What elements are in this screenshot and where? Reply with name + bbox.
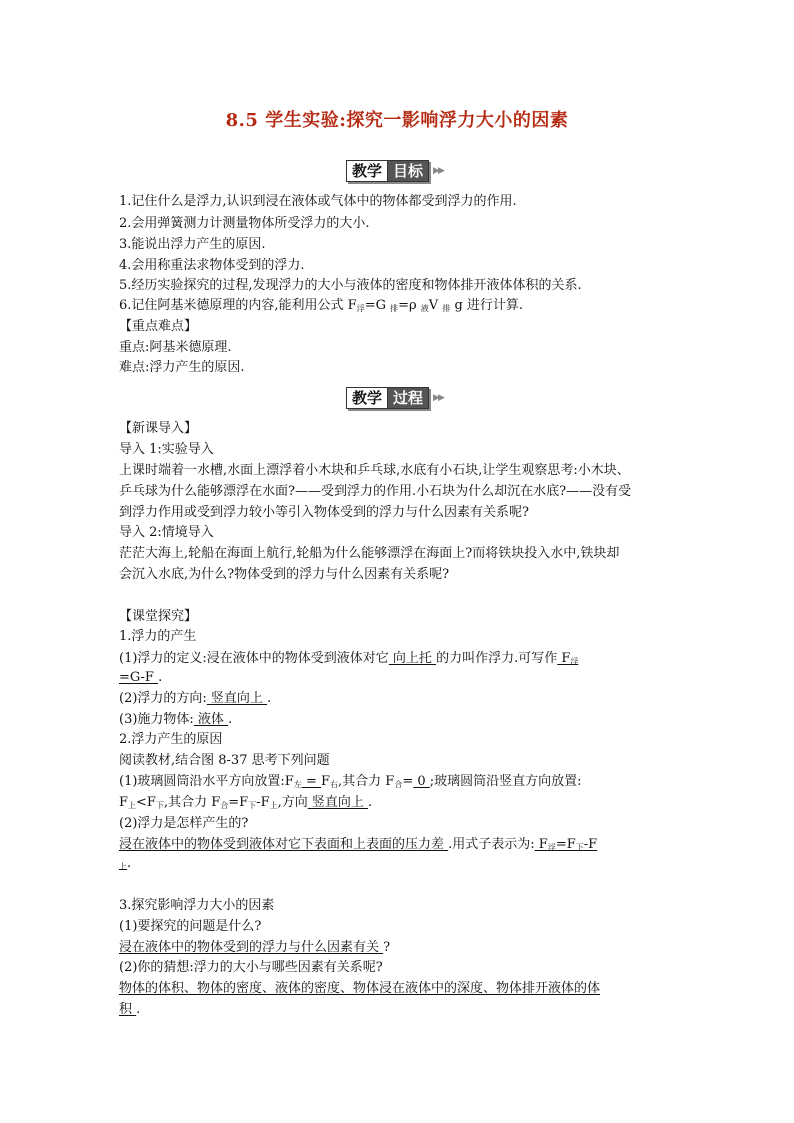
- section-heading: 【新课导入】: [119, 421, 198, 436]
- question-line: (2)浮力是怎样产生的?: [119, 816, 249, 831]
- goal-item: 2.会用弹簧测力计测量物体所受浮力的大小.: [119, 216, 370, 231]
- difficult-point: 难点:浮力产生的原因.: [119, 360, 245, 375]
- question-line: (3)施力物体: 液体 .: [119, 712, 233, 727]
- question-line: (1)浮力的定义:浸在液体中的物体受到液体对它 向上托 的力叫作浮力.可写作 $F_浮$: [119, 651, 579, 666]
- section-heading: 【课堂探究】: [119, 609, 198, 624]
- answer-blank: 向上托: [388, 651, 437, 666]
- teaching-process-banner: 教学 过程 ▶▶: [346, 387, 443, 409]
- paragraph-line: 阅读教材,结合图 8-37 思考下列问题: [119, 753, 330, 768]
- answer-blank: 竖直向上: [206, 691, 268, 706]
- teaching-goals-banner: 教学 目标 ▶▶: [346, 160, 443, 182]
- paragraph-line: 茫茫大海上,轮船在海面上航行,轮船为什么能够漂浮在海面上?而将铁块投入水中,铁块却: [119, 546, 620, 561]
- double-arrow-icon: ▶▶: [433, 393, 443, 403]
- paragraph-line: 会沉入水底,为什么?物体受到的浮力与什么因素有关系呢?: [119, 567, 450, 582]
- answer-blank: 浸在液体中的物体受到液体对它下表面和上表面的压力差: [119, 837, 449, 852]
- answer-blank: 浸在液体中的物体受到的浮力与什么因素有关: [119, 940, 384, 955]
- goal-item: 3.能说出浮力产生的原因.: [119, 237, 266, 252]
- subsection-heading: 2.浮力产生的原因: [119, 732, 223, 747]
- section-heading: 【重点难点】: [119, 319, 198, 334]
- question-line: (1)玻璃圆筒沿水平方向放置$:F_左 = F_右$,其合力 $F_合= 0$ ;玻璃圆筒沿竖直方向放置:: [119, 774, 582, 789]
- goal-item: 6.记住阿基米德原理的内容,能利用公式 $F_浮=G$ $_排$=ρ $_液$V $_排$ g 进行计算.: [119, 298, 524, 313]
- answer-blank: $F_浮$: [557, 651, 579, 666]
- subsection-heading: 1.浮力的产生: [119, 629, 197, 644]
- question-line: [119, 980, 600, 998]
- answer-blank: =: [301, 774, 321, 789]
- question-line: (2)你的猜想:浮力的大小与哪些因素有关系呢?: [119, 960, 383, 975]
- question-line: 浸在液体中的物体受到的浮力与什么因素有关 ?: [119, 940, 391, 955]
- answer-blank: 液体: [193, 712, 229, 727]
- subsection-heading: 3.探究影响浮力大小的因素: [119, 898, 275, 913]
- intro-subheading: 导入 1:实验导入: [119, 442, 214, 457]
- question-line: 浸在液体中的物体受到液体对它下表面和上表面的压力差 .用式子表示为: $F_浮=F_下-F$: [119, 837, 598, 852]
- answer-blank: 上: [119, 862, 127, 871]
- question-line: (1)要探究的问题是什么?: [119, 919, 262, 934]
- double-arrow-icon: ▶▶: [433, 166, 443, 176]
- question-line: 积 .: [119, 1002, 141, 1017]
- goal-item: 1.记住什么是浮力,认识到浸在液体或气体中的物体都受到浮力的作用.: [119, 194, 517, 209]
- goal-item: 4.会用称重法求物体受到的浮力.: [119, 258, 305, 273]
- answer-blank: 0: [413, 774, 430, 789]
- answer-blank: $F_浮=F_下-F$: [534, 837, 598, 852]
- paragraph-line: 乒乓球为什么能够漂浮在水面?——受到浮力的作用.小石块为什么却沉在水底?——没有受: [119, 484, 632, 499]
- intro-subheading: 导入 2:情境导入: [119, 525, 214, 540]
- paragraph-line: 到浮力作用或受到浮力较小等引入物体受到的浮力与什么因素有关系呢?: [119, 505, 529, 520]
- goal-item: 5.经历实验探究的过程,发现浮力的大小与液体的密度和物体排开液体体积的关系.: [119, 278, 582, 293]
- answer-blank: =G-F: [119, 670, 159, 685]
- key-point: 重点:阿基米德原理.: [119, 340, 232, 355]
- answer-blank: 积: [119, 1002, 137, 1017]
- question-line: =G-F .: [119, 670, 163, 685]
- question-line: $F_上<F_下$,其合力 $F_合=F_下-F_上$,方向 竖直向上 .: [119, 795, 373, 810]
- answer-blank: 竖直向上: [307, 795, 368, 810]
- answer-blank: 物体的体积、物体的密度、液体的密度、物体浸在液体中的深度、物体排开液体的体: [119, 981, 601, 996]
- question-line: $_上$.: [119, 856, 132, 871]
- question-line: (2)浮力的方向: 竖直向上 .: [119, 691, 272, 706]
- page-title: 8.5 学生实验:探究一影响浮力大小的因素: [225, 110, 569, 131]
- paragraph-line: 上课时端着一水槽,水面上漂浮着小木块和乒乓球,水底有小石块,让学生观察思考:小木块、: [119, 463, 630, 478]
